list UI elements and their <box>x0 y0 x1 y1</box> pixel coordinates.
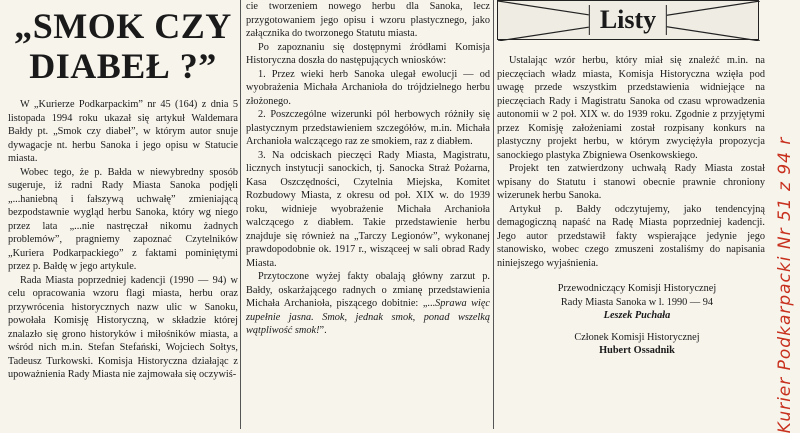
paragraph <box>246 270 490 338</box>
section-header-box <box>497 0 759 40</box>
article-headline <box>8 6 238 86</box>
paragraph: Artykuł p. Bałdy odczytujemy, jako tendencyjną demagogiczną napaść na Radę Miasta poprzedniej kadencji. Jego autor przedstawił fakty wspierające jedynie jego stanowisko, wobec czego zmuszeni zostaliśmy do napisania niniejszego wyjaśnienia. <box>497 203 765 269</box>
quote-italic: Sprawa więc zupełnie jasna. Smok, jednak smok, ponad wszelką wątpliwość smok! <box>246 298 490 336</box>
headline-line-2: DIABEŁ ?” <box>29 46 217 86</box>
column-3 <box>497 0 765 358</box>
section-label: Listy <box>589 5 667 35</box>
paragraph: Wobec tego, że p. Bałda w niewybredny sposób sugeruje, iż radni Rady Miasta Sanoka podjęli „...haniebną i fałszywą uchwałę” zmieniającą bezpodstawnie wygląd herbu Sanoka, który wg niego przez lata „...nie nastręczał nikomu żadnych problemów”, pragniemy zapoznać Czytelników „Kuriera Podkarpackiego” z faktami pominiętymi przez p. Bałdę w jego artykule. <box>8 166 238 272</box>
signature-name: Hubert Ossadnik <box>599 345 675 356</box>
paragraph: Ustalając wzór herbu, który miał się znaleźć m.in. na pieczęciach władz miasta, Komisja Historyczna wzięła pod uwagę przede wszystkim przedstawienia widniejące na pieczęciach Rady i Magistratu Sanoka od czasu wprowadzenia autonomii w 2 poł. XIX w. do 1939 roku. Zgodnie z przyjętymi przez Komisję założeniami został rozpisany konkurs na plastyczny projekt herbu, w którym zwyciężyła propozycja sanockiego plastyka Zbigniewa Osenkowskiego. <box>497 55 765 161</box>
paragraph: W „Kurierze Podkarpackim” nr 45 (164) z dnia 5 listopada 1994 roku ukazał się artykuł Waldemara Bałdy pt. „Smok czy diabeł”, w którym autor snuje dywagacje nt. herbu Sanoka i jego opisu w Statucie miasta. <box>8 99 238 164</box>
paragraph: Projekt ten zatwierdzony uchwałą Rady Miasta został wpisany do Statutu i stanowi obecnie prawnie chroniony wizerunek herbu Sanoka. <box>497 163 765 201</box>
paragraph-end: ”. <box>319 325 327 336</box>
paragraph: Rada Miasta poprzedniej kadencji (1990 — 94) w celu opracowania wzoru flagi miasta, herbu oraz przywrócenia historycznych nazw ulic w Sanoku, powołała Komisję Historyczną, w składzie której znalazło się grono historyków i miłośników miasta, a wśród nich m.in. Stefan Stefański, Wojciech Sołtys, Tadeusz Turkowski. Komisja Historyczna działając z upoważnienia Rady Miasta nie zajmowała się oczywiś- <box>8 274 238 380</box>
signature-title: Przewodniczący Komisji Historycznej <box>557 283 717 294</box>
signature-name: Leszek Puchała <box>603 310 671 321</box>
handwritten-note <box>770 136 800 433</box>
paragraph-text: Przytoczone wyżej fakty obalają główny zarzut p. Bałdy, oskarżającego radnych o zmianę przedstawienia Michała Archanioła, piszącego dobitnie: „... <box>246 271 490 309</box>
column-1 <box>8 0 238 382</box>
column-divider <box>493 0 494 429</box>
handwritten-note-text: Kurier Podkarpacki Nr 51 z 94 r <box>775 136 795 433</box>
column-2 <box>246 0 490 338</box>
headline-line-1: „SMOK CZY <box>14 6 232 46</box>
paragraph: 1. Przez wieki herb Sanoka ulegał ewolucji — od wyobrażenia Michała Archanioła do trójdzielnego herbu złożonego. <box>246 68 490 107</box>
paragraph: cie tworzeniem nowego herbu dla Sanoka, lecz przygotowaniem jego opisu i wzoru plastycznego, jako załącznika do tworzonego Statutu miasta. <box>246 1 490 39</box>
signature-title: Członek Komisji Historycznej <box>574 331 700 343</box>
paragraph: 3. Na odciskach pieczęci Rady Miasta, Magistratu, licznych instytucji sanockich, tj. Sanocka Straż Pożarna, Kasa Oszczędności, Czytelnia Miejska, Komitet Rozbudowy Miasta, z okresu od poł. XIX w. do 1939 roku, widnieje wyobrażenie Michała Archanioła walczącego z diabłem. Takie przedstawienie herbu znajduje się również na „Tarczy Legionów”, wykonanej prawdopodobnie ok. 1917 r., wisząceej w sali obrad Rady Miasta. <box>246 149 490 269</box>
paragraph: Po zapoznaniu się dostępnymi źródłami Komisja Historyczna doszła do następujących wniosków: <box>246 41 490 66</box>
paragraph: 2. Poszczególne wizerunki pól herbowych różniły się plastycznym przedstawieniem szczegółów, m.in. Michała Archanioła walczącego raz ze smokiem, raz z diabłem. <box>246 109 490 147</box>
signature-title: Rady Miasta Sanoka w l. 1990 — 94 <box>560 296 714 308</box>
column-divider <box>240 0 241 429</box>
